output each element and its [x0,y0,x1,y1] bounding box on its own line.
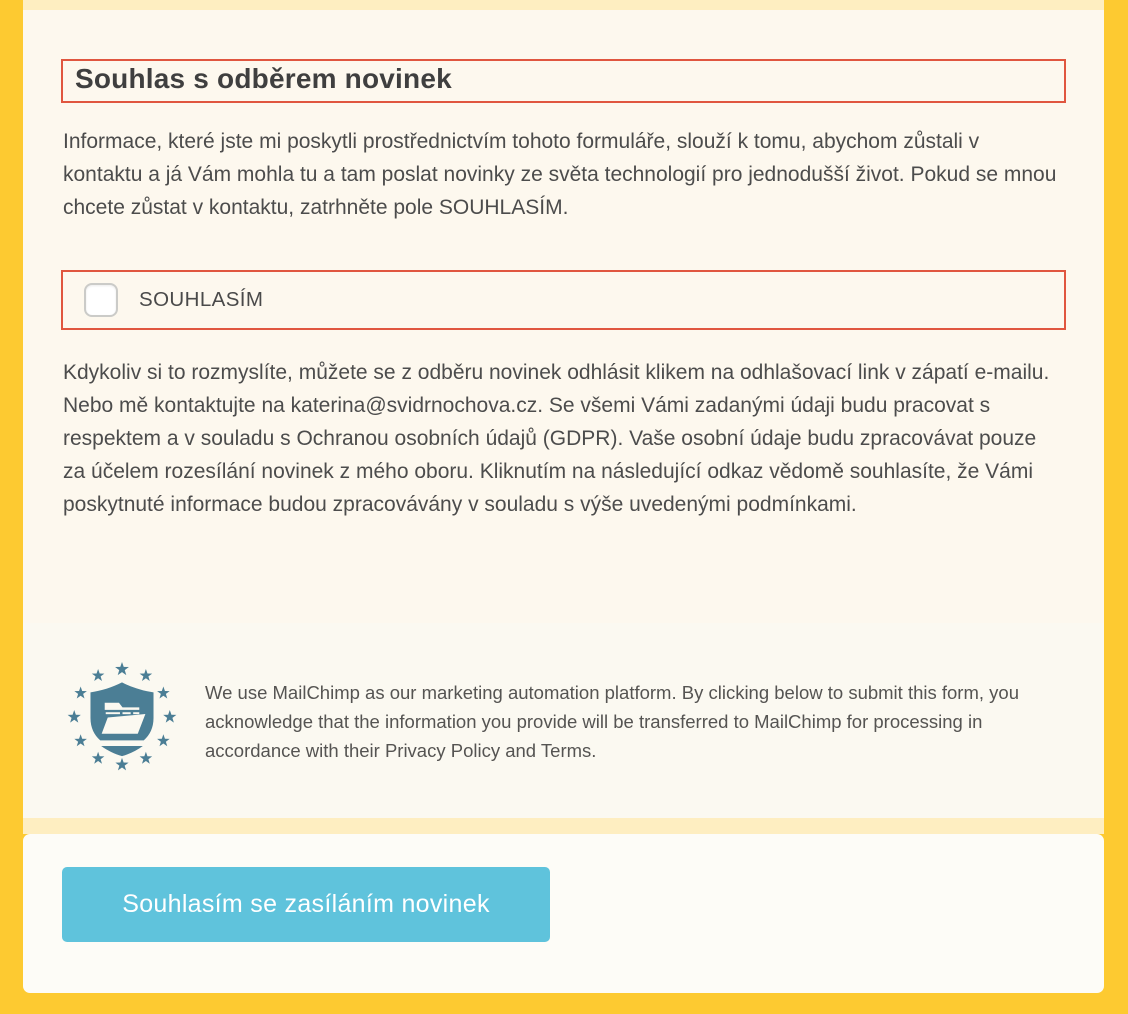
top-strip [23,0,1104,10]
submit-button[interactable]: Souhlasím se zasíláním novinek [62,867,550,942]
consent-label[interactable]: SOUHLASÍM [139,288,264,311]
disclaimer-paragraph: Kdykoliv si to rozmyslíte, můžete se z odběru novinek odhlásit klikem na odhlašovací link v zápatí e-mailu. Nebo mě kontaktujte na katerina@svidrnochova.cz. Se všemi Vámi zadanými údaji budu pracovat s respektem a v souladu s Ochranou osobních údajů (GDPR). Vaše osobní údaje budu zpracovávat pouze za účelem rozesílání novinek z mého oboru. Kliknutím na následující odkaz vědomě souhlasíte, že Vámi poskytnuté informace budou zpracovávány v souladu s výše uvedenými podmínkami. [63,361,1050,516]
mid-strip [23,818,1104,834]
consent-checkbox-row[interactable] [61,270,1066,330]
newsletter-form-section [23,10,1104,623]
newsletter-heading-box [61,59,1066,103]
intro-paragraph: Informace, které jste mi poskytli prostřednictvím tohoto formuláře, slouží k tomu, abychom zůstali v kontaktu a já Vám mohla tu a tam poslat novinky ze světa technologií pro jednodušší život. Pokud se mnou chcete zůstat v kontaktu, zatrhněte pole SOUHLASÍM. [63,130,1057,219]
gdpr-section [23,623,1104,818]
submit-card [23,834,1104,993]
gdpr-shield-icon [61,656,183,778]
mailchimp-notice-text: We use MailChimp as our marketing automation platform. By clicking below to submit this form, you acknowledge that the information you provide will be transferred to MailChimp for processing in accordance with their Privacy Policy and Terms. [205,682,1019,761]
consent-checkbox[interactable] [84,283,118,317]
newsletter-heading: Souhlas s odběrem novinek [75,63,452,94]
